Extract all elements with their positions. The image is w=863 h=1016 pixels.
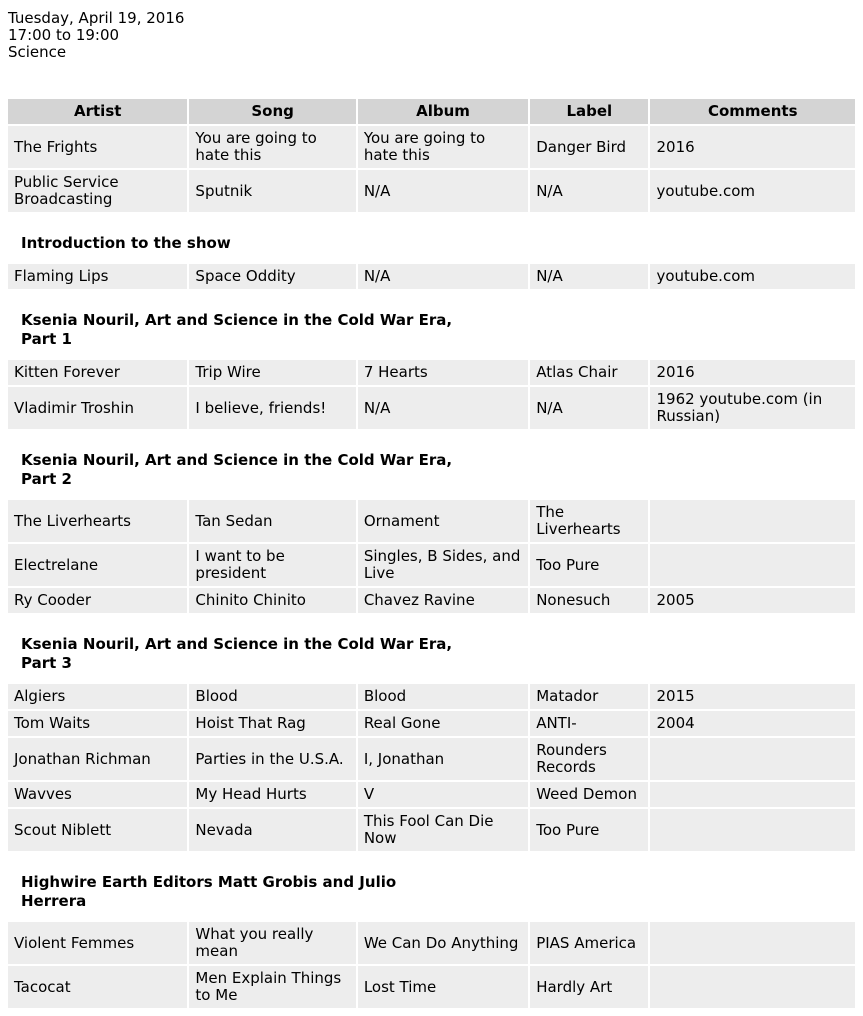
section-heading-line: Ksenia Nouril, Art and Science in the Cold War Era,	[21, 635, 453, 653]
cell-song: Tan Sedan	[189, 500, 355, 542]
cell-comments	[650, 738, 855, 780]
cell-song: Men Explain Things to Me	[189, 966, 355, 1008]
cell-song: Space Oddity	[189, 264, 355, 289]
cell-song: Sputnik	[189, 170, 355, 212]
cell-label: Hardly Art	[530, 966, 648, 1008]
cell-album: Lost Time	[358, 966, 528, 1008]
cell-song: Parties in the U.S.A.	[189, 738, 355, 780]
cell-song: You are going to hate this	[189, 126, 355, 168]
cell-song: Nevada	[189, 809, 355, 851]
section-heading-line: Part 2	[21, 470, 72, 488]
cell-label: Danger Bird	[530, 126, 648, 168]
section-heading	[21, 873, 855, 911]
table-row	[8, 809, 855, 851]
cell-artist: Algiers	[8, 684, 187, 709]
table-row	[8, 966, 855, 1008]
cell-album: We Can Do Anything	[358, 922, 528, 964]
playlist-section	[8, 873, 855, 1010]
table-body	[8, 126, 855, 212]
section-heading-line: Ksenia Nouril, Art and Science in the Cold War Era,	[21, 311, 453, 329]
cell-artist: Electrelane	[8, 544, 187, 586]
playlist-table	[6, 498, 857, 615]
cell-album: N/A	[358, 170, 528, 212]
table-body	[8, 922, 855, 1008]
playlist-table	[6, 262, 857, 291]
cell-comments: 2004	[650, 711, 855, 736]
cell-comments	[650, 544, 855, 586]
section-heading-line: Part 3	[21, 654, 72, 672]
cell-song: Trip Wire	[189, 360, 355, 385]
cell-label: Nonesuch	[530, 588, 648, 613]
section-heading-line: Highwire Earth Editors Matt Grobis and Julio	[21, 873, 397, 891]
cell-album: 7 Hearts	[358, 360, 528, 385]
cell-label: Weed Demon	[530, 782, 648, 807]
cell-artist: Jonathan Richman	[8, 738, 187, 780]
playlist-section	[8, 635, 855, 853]
cell-label: Atlas Chair	[530, 360, 648, 385]
cell-label: N/A	[530, 264, 648, 289]
cell-album: You are going to hate this	[358, 126, 528, 168]
cell-comments: 2016	[650, 126, 855, 168]
cell-comments	[650, 809, 855, 851]
column-header-artist: Artist	[8, 99, 187, 124]
table-row	[8, 684, 855, 709]
cell-album: This Fool Can Die Now	[358, 809, 528, 851]
playlist-table	[6, 682, 857, 853]
cell-label: Too Pure	[530, 809, 648, 851]
cell-artist: Public Service Broadcasting	[8, 170, 187, 212]
section-heading-line: Herrera	[21, 892, 87, 910]
table-body	[8, 684, 855, 851]
playlist-table	[6, 920, 857, 1010]
table-body	[8, 264, 855, 289]
cell-song: What you really mean	[189, 922, 355, 964]
cell-comments	[650, 922, 855, 964]
cell-song: Chinito Chinito	[189, 588, 355, 613]
cell-album: Chavez Ravine	[358, 588, 528, 613]
cell-comments: 2005	[650, 588, 855, 613]
section-heading	[21, 451, 855, 489]
table-row	[8, 782, 855, 807]
show-name: Science	[8, 43, 67, 61]
playlist-section	[8, 97, 855, 214]
cell-song: Blood	[189, 684, 355, 709]
cell-comments: 2016	[650, 360, 855, 385]
cell-album: Singles, B Sides, and Live	[358, 544, 528, 586]
header-row	[8, 99, 855, 124]
cell-comments	[650, 782, 855, 807]
cell-label: N/A	[530, 170, 648, 212]
cell-album: V	[358, 782, 528, 807]
doc-header	[8, 10, 855, 61]
column-header-comments: Comments	[650, 99, 855, 124]
table-body	[8, 360, 855, 429]
table-row	[8, 544, 855, 586]
cell-label: The Liverhearts	[530, 500, 648, 542]
table-row	[8, 170, 855, 212]
cell-artist: Tom Waits	[8, 711, 187, 736]
table-row	[8, 711, 855, 736]
cell-album: N/A	[358, 387, 528, 429]
cell-album: Ornament	[358, 500, 528, 542]
cell-comments: youtube.com	[650, 264, 855, 289]
playlist-table	[6, 358, 857, 431]
playlist-section	[8, 234, 855, 291]
table-row	[8, 738, 855, 780]
cell-song: My Head Hurts	[189, 782, 355, 807]
playlist-sections	[8, 97, 855, 1010]
table-row	[8, 360, 855, 385]
cell-label: N/A	[530, 387, 648, 429]
cell-song: I believe, friends!	[189, 387, 355, 429]
table-body	[8, 500, 855, 613]
playlist-section	[8, 311, 855, 431]
cell-artist: The Liverhearts	[8, 500, 187, 542]
cell-comments	[650, 500, 855, 542]
section-heading-line: Ksenia Nouril, Art and Science in the Cold War Era,	[21, 451, 453, 469]
cell-artist: Violent Femmes	[8, 922, 187, 964]
cell-artist: Ry Cooder	[8, 588, 187, 613]
section-heading-line: Part 1	[21, 330, 72, 348]
cell-album: Real Gone	[358, 711, 528, 736]
playlist-table	[6, 97, 857, 214]
cell-song: I want to be president	[189, 544, 355, 586]
cell-artist: Kitten Forever	[8, 360, 187, 385]
section-heading	[21, 635, 855, 673]
cell-comments: 1962 youtube.com (in Russian)	[650, 387, 855, 429]
table-header	[8, 99, 855, 124]
table-row	[8, 387, 855, 429]
show-date: Tuesday, April 19, 2016	[8, 9, 185, 27]
cell-label: Rounders Records	[530, 738, 648, 780]
cell-album: N/A	[358, 264, 528, 289]
cell-album: Blood	[358, 684, 528, 709]
cell-song: Hoist That Rag	[189, 711, 355, 736]
cell-comments	[650, 966, 855, 1008]
table-row	[8, 500, 855, 542]
section-heading-line: Introduction to the show	[21, 234, 231, 252]
cell-artist: Scout Niblett	[8, 809, 187, 851]
cell-artist: Vladimir Troshin	[8, 387, 187, 429]
section-heading	[21, 311, 855, 349]
cell-album: I, Jonathan	[358, 738, 528, 780]
column-header-label: Label	[530, 99, 648, 124]
cell-label: Matador	[530, 684, 648, 709]
playlist-section	[8, 451, 855, 615]
cell-artist: Wavves	[8, 782, 187, 807]
cell-label: PIAS America	[530, 922, 648, 964]
cell-artist: Tacocat	[8, 966, 187, 1008]
table-row	[8, 264, 855, 289]
table-row	[8, 588, 855, 613]
column-header-song: Song	[189, 99, 355, 124]
cell-comments: youtube.com	[650, 170, 855, 212]
cell-artist: Flaming Lips	[8, 264, 187, 289]
cell-artist: The Frights	[8, 126, 187, 168]
column-header-album: Album	[358, 99, 528, 124]
show-time: 17:00 to 19:00	[8, 26, 120, 44]
cell-label: Too Pure	[530, 544, 648, 586]
section-heading	[21, 234, 855, 253]
cell-label: ANTI-	[530, 711, 648, 736]
cell-comments: 2015	[650, 684, 855, 709]
table-row	[8, 922, 855, 964]
table-row	[8, 126, 855, 168]
